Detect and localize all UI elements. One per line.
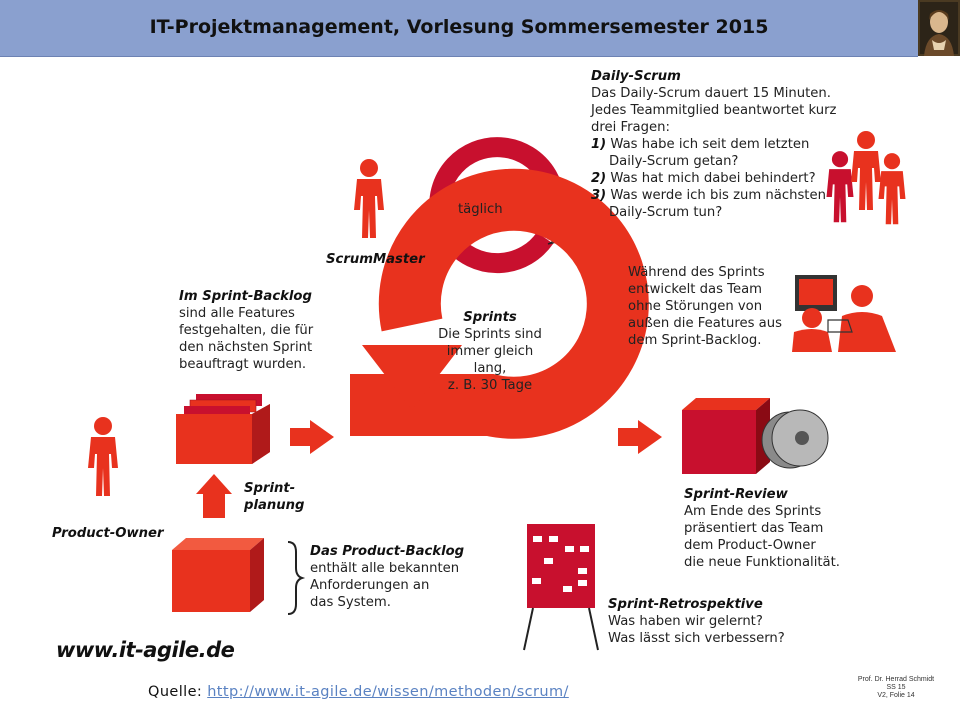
sprint-review-line-1: Am Ende des Sprints (684, 504, 822, 519)
sprint-review-line-2: präsentiert das Team (684, 521, 824, 536)
sprint-backlog-line-4: beauftragt wurden. (179, 357, 307, 372)
slide-footer (842, 676, 950, 700)
footer-author: Prof. Dr. Herrad Schmidt (857, 676, 935, 683)
team-line-5: dem Sprint-Backlog. (628, 333, 762, 348)
q1-line-1: Was habe ich seit dem letzten (610, 137, 810, 152)
sprint-backlog-line-1: sind alle Features (179, 306, 295, 321)
sprint-planung-label (244, 480, 304, 514)
sprint-backlog-line-2: festgehalten, die für (179, 323, 314, 338)
q1-number: 1) (591, 137, 607, 152)
sprint-planung-line-1: Sprint- (244, 481, 296, 496)
sprints-text (436, 309, 544, 394)
retrospektive-line-2: Was lässt sich verbessern? (608, 631, 785, 646)
product-owner-label: Product-Owner (52, 526, 164, 541)
sprint-review-title: Sprint-Review (684, 487, 788, 502)
daily-scrum-line-2: Jedes Teammitglied beantwortet kurz (591, 103, 837, 118)
retrospektive-title: Sprint-Retrospektive (608, 597, 763, 612)
source-label: Quelle: (148, 684, 203, 700)
team-line-3: ohne Störungen von (628, 299, 763, 314)
retrospektive-line-1: Was haben wir gelernt? (608, 614, 763, 629)
sprints-line-2: immer gleich (446, 344, 534, 359)
q1-line-2: Daily-Scrum getan? (609, 154, 739, 169)
slide-header (0, 0, 918, 57)
product-owner-figure (88, 417, 118, 496)
to-review-arrow (618, 420, 662, 454)
source-link[interactable]: http://www.it-agile.de/wissen/methoden/scrum/ (207, 684, 569, 700)
daily-team-figure-3 (879, 153, 906, 224)
sprints-title: Sprints (463, 310, 517, 325)
daily-scrum-title: Daily-Scrum (591, 69, 681, 84)
sprints-line-1: Die Sprints sind (438, 327, 542, 342)
planning-arrow (196, 474, 232, 518)
team-text (628, 264, 782, 349)
brace (288, 542, 302, 614)
sprint-backlog-title: Im Sprint-Backlog (179, 289, 312, 304)
q2-number: 2) (591, 171, 607, 186)
team-line-1: Während des Sprints (628, 265, 765, 280)
product-backlog-title: Das Product-Backlog (310, 544, 465, 559)
team-work-figure (792, 275, 896, 352)
product-backlog-line-2: Anforderungen an (310, 578, 430, 593)
sprint-planung-line-2: planung (244, 498, 305, 513)
daily-scrum-line-3: drei Fragen: (591, 120, 670, 135)
sprint-backlog-line-3: den nächsten Sprint (179, 340, 313, 355)
retrospective-board (524, 524, 598, 650)
sprint-review-text (684, 486, 840, 571)
product-backlog-line-1: enthält alle bekannten (310, 561, 460, 576)
team-line-4: außen die Features aus (628, 316, 782, 331)
taeglich-label: täglich (458, 202, 503, 217)
q3-number: 3) (591, 188, 607, 203)
q2-line: Was hat mich dabei behindert? (610, 171, 816, 186)
slide-title: IT-Projektmanagement, Vorlesung Sommersemester 2015 (149, 16, 769, 38)
sprint-review-box (682, 398, 828, 474)
sprints-line-3: lang, (473, 361, 507, 376)
q3-line-1: Was werde ich bis zum nächsten (610, 188, 826, 203)
scrum-master-label: ScrumMaster (326, 252, 425, 267)
sprint-review-line-4: die neue Funktionalität. (684, 555, 840, 570)
retrospektive-text (608, 596, 785, 647)
source-line (148, 684, 569, 700)
daily-scrum-text (591, 68, 836, 221)
product-backlog-line-3: das System. (310, 595, 391, 610)
sprint-backlog-box (176, 394, 270, 464)
q3-line-2: Daily-Scrum tun? (609, 205, 723, 220)
footer-semester: SS 15 (886, 684, 906, 691)
daily-scrum-line-1: Das Daily-Scrum dauert 15 Minuten. (591, 86, 831, 101)
footer-slide: V2, Folie 14 (877, 692, 915, 699)
sprint-review-line-3: dem Product-Owner (684, 538, 816, 553)
sprint-backlog-text (179, 288, 313, 373)
product-backlog-box (172, 538, 264, 612)
brand-logo-text: www.it-agile.de (56, 638, 235, 662)
to-sprint-arrow (290, 420, 334, 454)
daily-team-figure-2 (851, 131, 881, 210)
team-line-2: entwickelt das Team (628, 282, 763, 297)
product-backlog-text (310, 543, 464, 611)
scrum-master-figure (354, 159, 384, 238)
sprints-line-4: z. B. 30 Tage (447, 378, 533, 393)
portrait-image (918, 0, 960, 56)
